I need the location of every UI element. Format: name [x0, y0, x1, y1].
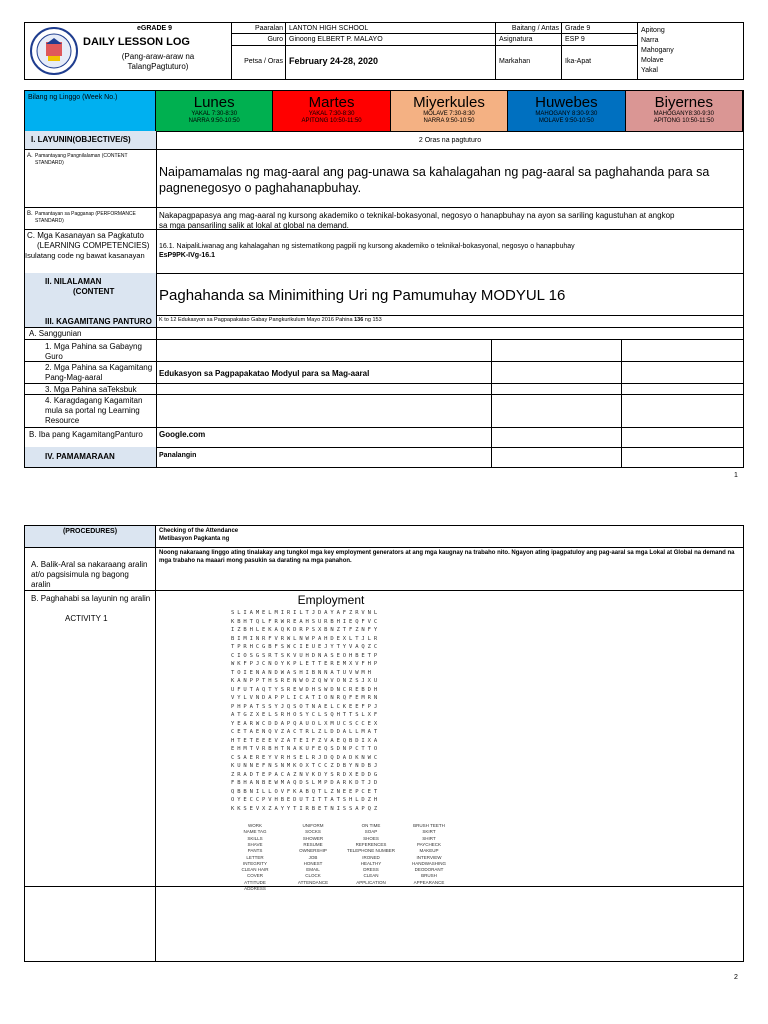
- day-name: Miyerkules: [413, 94, 485, 111]
- nilalaman-value: Paghahanda sa Minimithing Uri ng Pamumuhay MODYUL 16: [159, 287, 566, 304]
- day-schedule-1: YAKAL 7:30-8:30: [308, 111, 355, 117]
- word-search-word: WORK: [248, 823, 262, 828]
- procedures-value-2: Metibasyon Pagkanta ng: [159, 536, 230, 542]
- word-search-word: UNIFORM: [302, 823, 324, 828]
- daily-lesson-log-title: DAILY LESSON LOG: [83, 36, 190, 48]
- petsa-value: February 24-28, 2020: [289, 56, 379, 66]
- asignatura-label: Asignatura: [499, 36, 533, 43]
- balik-aral-value: Noong nakaraang linggo ating tinalakay ang tungkol mga key employment generators at ang mga kaugnay na trabaho nito. Ngayon ating ipagpatuloy ang pag-aaral sa mga Lokal at Global na demand na mga trabaho na maaari mong pasukin sa darating na mga panahon.: [159, 550, 735, 564]
- word-search-word: BRUSH: [421, 873, 437, 879]
- word-search-word: TELEPHONE NUMBER: [346, 848, 395, 854]
- section-item: Narra: [641, 37, 659, 44]
- word-search-word: PAYCHECK: [416, 841, 442, 847]
- word-search-row: SLIAMELMIRILTJDAYAFZRVNL: [231, 610, 381, 616]
- word-search-word: CLEAN: [363, 873, 379, 879]
- day-schedule-2: MOLAVE 9:50-10:50: [538, 118, 594, 124]
- markahan-value: Ika-Apat: [565, 58, 592, 65]
- day-column-huwebes: [508, 91, 625, 131]
- word-search-word: SOAP: [364, 829, 378, 835]
- word-search-row: KANPPTHSRENWOZQWVONZSJXU: [231, 678, 381, 684]
- performance-standard-value: Nakapagpapasya ang mag-aaral ng kursong akademiko o teknikal-bokasyonal, negosyo o hanapbuhay na ayon sa sariling kagustuhan at angkop sa mga pansariling salik at lokal at global na demand.: [159, 211, 675, 230]
- word-search-row: EHMTVRBHTNAKUFEQSDNPCTTO: [231, 746, 381, 752]
- word-search-row: UFUTAQTYSREWDHSWDNCREBDH: [231, 686, 381, 693]
- word-search-word: APPLICATION: [356, 879, 386, 885]
- section-item: Mahogany: [641, 47, 674, 54]
- days-container: [156, 91, 743, 131]
- word-search-word: SHOES: [363, 835, 379, 841]
- word-search-word: APPEARANCE: [413, 879, 445, 885]
- word-search-word: ON TIME: [361, 823, 381, 828]
- baitang-value: Grade 9: [565, 25, 591, 32]
- nilalaman-label-2: (CONTENT: [73, 287, 115, 296]
- competencies-code: EsP9PK-IVg-16.1: [159, 252, 216, 259]
- word-search-word: CLEAN HAIR: [241, 867, 269, 873]
- kagamitang-label: III. KAGAMITANG PANTURO: [45, 317, 152, 326]
- word-search-row: ATGZXELSRHOSYCLSQHTTSLXF: [231, 712, 381, 718]
- word-search-row: KBHTQLFRWREAHSURBHIEQFVC: [231, 618, 381, 625]
- day-column-biyernes: [626, 91, 743, 131]
- a-letter: A.: [27, 153, 33, 159]
- word-search-word-list: [225, 823, 455, 891]
- word-search-word: HANDWASHING: [411, 860, 447, 866]
- word-search-word: LETTER: [246, 854, 264, 860]
- word-search-word: SHIRT: [422, 835, 436, 841]
- word-search-word: PANTS: [247, 848, 263, 854]
- word-search-word: ADDRESS: [244, 886, 266, 891]
- day-column-miyerkules: [391, 91, 508, 131]
- word-search-word: ATTENDANCE: [297, 879, 329, 885]
- day-name: Lunes: [193, 94, 235, 111]
- word-search-word: RESUME: [303, 841, 323, 847]
- word-search-word: DEODORANT: [414, 867, 444, 873]
- teksbuk-label: 3. Mga Pahina saTeksbuk: [45, 385, 137, 394]
- procedures-value-1: Checking of the Attendance: [159, 528, 239, 534]
- word-search-word: SKIRT: [422, 829, 436, 835]
- word-search-word: CLOCK: [305, 873, 321, 879]
- day-schedule-1: MAHOGANY 8:30-9:30: [535, 111, 598, 117]
- competencies-value: 16.1. NaipaliLiwanag ang kahalagahan ng sistematikong pagpili ng kursong akademiko o teknikal-bokasyonal, negosyo o hanapbuhay: [159, 243, 575, 250]
- word-search-row: QBBNILLOVFKABQTLZNEEPCET: [231, 788, 381, 795]
- word-search-row: BIMINRFVRWLNWPAHDEXLTJLR: [231, 635, 381, 642]
- word-search-row: OYECCPVHBEDUTITTATSHLDZH: [231, 797, 381, 803]
- iba-pang-kagamitan-value: Google.com: [159, 430, 206, 439]
- word-search-row: HTETEEEVZATEIFZVAEQBDIXA: [231, 737, 381, 744]
- word-search-row: VYLVNDAPPLICATIONRQFEMRN: [231, 695, 381, 701]
- day-schedule-2: NARRA 9:50-10:50: [423, 118, 475, 124]
- competencies-label-1: C. Mga Kasanayan sa Pagkatuto: [27, 231, 144, 240]
- section-item: Apitong: [641, 27, 665, 34]
- word-search-row: YEARWCDDAPQAUOLXMUCSCCEX: [231, 720, 381, 727]
- section-item: Yakal: [641, 67, 658, 74]
- pamamaraan-value: Panalangin: [159, 452, 197, 459]
- competencies-label-3: Isulatang code ng bawat kasanayan: [25, 251, 145, 260]
- day-schedule-1: MOLAVE 7:30-8:30: [423, 111, 475, 117]
- kagamitang-magaaral-value: Edukasyon sa Pagpapakatao Modyul para sa Mag-aaral: [159, 369, 370, 378]
- word-search-word: BRUSH TEETH: [413, 823, 445, 828]
- word-search-row: FBHANBEWMAQDSLMPDARKDTJD: [231, 780, 381, 786]
- word-search-word: INTEGRITY: [242, 860, 267, 866]
- employment-word-search: [185, 591, 477, 891]
- layunin-label: I. LAYUNIN(OBJECTIVE/S): [31, 135, 131, 144]
- procedures-table: [24, 525, 744, 962]
- paaralan-value: LANTON HIGH SCHOOL: [289, 25, 369, 32]
- word-search-word: SKILLS: [247, 835, 263, 841]
- day-schedule-1: MAHOGANY8:30-9:30: [653, 111, 714, 117]
- word-search-row: TPRHCGBFSWCIEUEJYTYVAQZC: [231, 644, 381, 650]
- word-search-row: ZRADTEPACAZNVKDYSRDXEDDG: [231, 771, 381, 778]
- word-search-word: SHAVE: [247, 841, 263, 847]
- word-search-grid: [231, 609, 380, 813]
- word-search-word: SHOWER: [302, 835, 324, 841]
- day-name: Huwebes: [535, 94, 598, 111]
- activity-label: ACTIVITY 1: [65, 614, 108, 623]
- day-schedule-2: APITONG 10:50-11:50: [653, 118, 714, 124]
- word-search-word: MAKEUP: [419, 848, 439, 854]
- content-standard-label: Pamantayang Pangnilalaman (CONTENT STANDARD): [35, 153, 128, 166]
- petsa-label: Petsa / Oras: [244, 58, 283, 65]
- paaralan-label: Paaralan: [254, 25, 283, 32]
- kagamitang-page-mid: ng: [364, 317, 371, 323]
- asignatura-value: ESP 9: [565, 36, 585, 43]
- word-search-word: SOCKS: [305, 829, 321, 835]
- section-item: Molave: [641, 57, 664, 64]
- content-standard-value: Naipamamalas ng mag-aaral ang pag-unawa sa kahalagahan ng pag-aaral sa paghahanda para sa pagnenegosyo o paghahanapbuhay.: [159, 165, 710, 195]
- guro-value: Ginoong ELBERT P. MALAYO: [289, 36, 383, 43]
- subtitle-line1: (Pang-araw-araw na: [121, 52, 195, 61]
- word-search-row: CIOSGSRTSKVUHDNASEOHBETP: [231, 652, 381, 659]
- word-search-row: PHPATSSYJQSOTNAELCKEEFPJ: [231, 703, 381, 710]
- day-column-martes: [273, 91, 390, 131]
- gabay-guro-label: 1. Mga Pahina sa Gabayng Guro: [45, 342, 142, 361]
- word-search-word: NAME TAG: [243, 829, 267, 835]
- day-schedule-2: APITONG 10:50-11:50: [301, 118, 362, 124]
- header-table: [24, 22, 744, 80]
- word-search-word: OWNERSHIP: [299, 848, 327, 854]
- iba-pang-kagamitan-label: B. Iba pang KagamitangPanturo: [29, 430, 143, 439]
- week-number-label: Bilang ng Linggo (Week No.): [28, 94, 118, 101]
- word-search-row: CSAEREYVRHSELRJDQDADKNWC: [231, 754, 381, 761]
- word-search-word: HONEST: [303, 860, 323, 866]
- guro-label: Guro: [267, 36, 283, 43]
- day-column-lunes: [156, 91, 273, 131]
- lesson-table: [24, 90, 744, 468]
- word-search-word: IRONED: [362, 854, 380, 860]
- word-search-word: INTERVIEW: [416, 854, 442, 860]
- word-search-word: HEALTHY: [360, 860, 382, 866]
- word-search-word: REFERENCES: [355, 841, 387, 847]
- word-search-word: JOB: [308, 854, 318, 860]
- word-search-row: IZBHLEKAQKDRPSXBNZTFZNFY: [231, 627, 381, 633]
- page-number-1: 1: [734, 472, 738, 479]
- karagdagang-kagamitan-label: 4. Karagdagang Kagamitan mula sa portal ng Learning Resource: [45, 396, 143, 425]
- kagamitang-value-text: K to 12 Edukasyon sa Pagpapakatao Gabay Pangkurikulum Mayo 2016 Pahina: [159, 317, 353, 323]
- kagamitang-value: [159, 317, 382, 324]
- section-list: [641, 26, 674, 76]
- word-search-row: WKFPJCNOYKPLETTEREMXVFHP: [231, 661, 381, 667]
- day-schedule-2: NARRA 9:50-10:50: [188, 118, 240, 124]
- word-search-row: TOIENANDWASHIBNNATUVWMH: [231, 669, 374, 676]
- week-number-cell: [25, 91, 156, 131]
- word-search-word: ATTITUDE: [244, 879, 266, 885]
- kagamitang-magaaral-label: 2. Mga Pahina sa Kagamitang Pang-Mag-aaral: [45, 363, 153, 382]
- performance-standard-label: Pamantayan sa Pagganap (PERFORMANCE STANDARD): [35, 211, 136, 224]
- word-search-row: KUNNEFNSNMKOXTCCZDBYNDBJ: [231, 763, 381, 769]
- kagamitang-page-start: 136: [354, 317, 364, 323]
- markahan-label: Markahan: [499, 58, 531, 65]
- competencies-label-2: (LEARNING COMPETENCIES): [37, 241, 150, 250]
- word-search-word: COVER: [246, 873, 263, 879]
- word-search-row: KKSEVXZAYYTIRBETNISSAPQZ: [231, 805, 381, 812]
- b-letter: B.: [27, 211, 33, 217]
- subtitle-line2: TalangPagtuturo): [127, 62, 189, 71]
- baitang-label: Baitang / Antas: [511, 25, 559, 32]
- procedures-label: (PROCEDURES): [62, 528, 118, 535]
- word-search-word: DRESS: [363, 867, 379, 873]
- pamamaraan-label: IV. PAMAMARAAN: [45, 452, 115, 461]
- word-search-title: Employment: [297, 593, 365, 607]
- days-row: [25, 91, 743, 131]
- day-name: Biyernes: [654, 94, 713, 111]
- word-search-row: CETAENQVZACTRLZLDDALLMAT: [231, 729, 381, 735]
- page-number-2: 2: [734, 974, 738, 981]
- day-schedule-1: YAKAL 7:30-8:30: [191, 111, 238, 117]
- balik-aral-label: A. Balik-Aral sa nakaraang aralin at/o pagsisimula ng bagong aralin: [31, 560, 148, 589]
- layunin-value: 2 Oras na pagtuturo: [418, 137, 482, 144]
- sanggunian-label: A. Sanggunian: [29, 329, 82, 338]
- word-search-word: EMAIL: [306, 867, 320, 873]
- day-name: Martes: [308, 94, 355, 111]
- nilalaman-label-1: II. NILALAMAN: [45, 277, 102, 286]
- grade-label: eGRADE 9: [137, 25, 173, 32]
- kagamitang-page-end: 153: [372, 317, 382, 323]
- paghahabi-label: B. Paghahabi sa layunin ng aralin: [31, 594, 151, 603]
- deped-seal-logo: [29, 26, 79, 76]
